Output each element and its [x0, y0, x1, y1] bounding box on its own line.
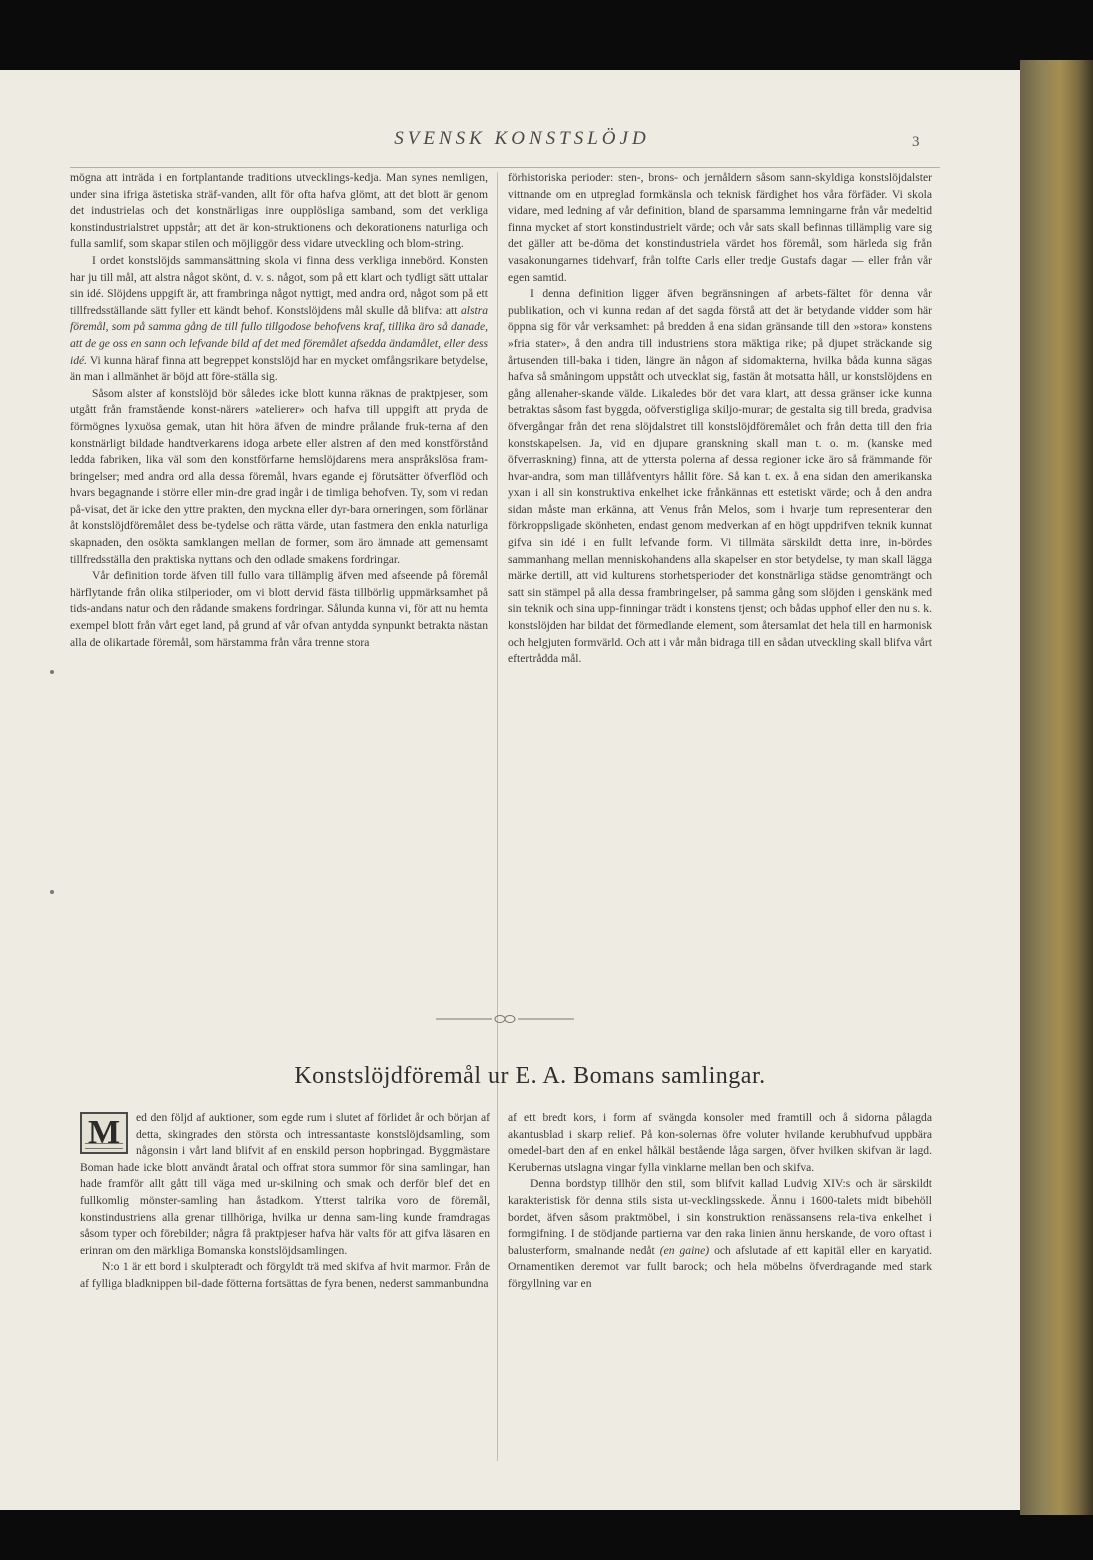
book-edge — [1020, 60, 1093, 1515]
header-rule — [70, 167, 940, 168]
drop-cap: M — [80, 1112, 128, 1154]
paragraph-text: I ordet konstslöjds sammansättning skola vi finna dess verkliga innebörd. Konsten har ju till mål, att alstra något skönt, d. v. s. något, som på ett klart och tydligt sätt uttalar sin idé. Slöjdens uppgift är, att frambringa något nyttigt, med andra ord, något som på ett tillfredsställande sätt fyller ett kändt behof. Konstslöjdens mål skulle då blifva: att — [70, 253, 488, 317]
paragraph: I denna definition ligger äfven begränsningen af arbets-fältet för denna vår publikation, och vi kunna redan af det sagda förstå att det är betydande vidder som här öppna sig för vår verksamhet: på bredden å ena sidan gränsande till den »stora» konstens »fria stater», å den andra till industriens stora mäktiga rike; på djupet sträckande sig årtusenden till-baka i tiden, längre än någon af sidomakterna, hvilka båda kunna sägas hafva så småningom uppstått och utvecklat sig, fastän åt motsatta håll, ur konstslöjdens en gång allenaher-skande välde. Likaledes bör det vara klart, att dessa gränser icke kunna betraktas såsom fast byggda, oöfverstigliga skiljo-murar; de gestalta sig till breda, gradvisa öfvergångar från det rena slöjdalstret till konstslöjdföremålet och från detta till den fria konstskapelsen. Ja, vid en djupare granskning skall man t. o. m. (kanske med öfverraskning) finna, att de yttersta polerna af dessa regioner icke äro så främmande för hvar-andra, som man tillåfventyrs hållit före. Så kan t. ex. å ena sidan den amerikanska yxan i all sin konstruktiva enkelhet icke frånkännas ett estetiskt värde; och å den andra sidan måste man erkänna, att Venus från Melos, som i hvarje tum representerar den förkroppsligade skönheten, endast genom medverkan af en högt uppdrifven teknik kunnat gifva sin idé i en fullt lefvande form. Vi tillmäta särskildt detta inre, in-bördes sammanhang mellan menniskohandens alla skapelser en stor betydelse, ty man skall lägga märke dertill, att vid kulturens storhetsperioder det konstnärliga städse genomträngt och satt sin stämpel på alla dessa frambringelser, på samma gång som slöjden i genskänk med sin teknik och sina upp-finningar trädt i konstens tjenst; och bådas upphof eller den nu s. k. konstslöjden har bildat det förmedlande element, som återsamlat det hela till en harmonisk och helgjuten formvärld. Och att i vår mån bidraga till en sådan utveckling skall blifva vårt eftertrådda mål. — [508, 287, 932, 666]
book-page — [0, 70, 1020, 1510]
italic-definition: alstra föremål, som på samma gång de till fullo tillgodose behofvens kraf, tillika äro så danade, att de ge oss en sann och lefvande bild af det med föremålet afsedda ändamålet, eller dess idé. — [70, 303, 488, 367]
paragraph-text: eller en karyatid. Ornamentiken deremot var fullt barock; och hela möbelns öfverdragande med stark förgyllning var en — [508, 1243, 932, 1290]
page-number: 3 — [912, 134, 920, 150]
section-right-column — [508, 170, 932, 668]
article-left-column — [80, 1110, 490, 1293]
paragraph: af ett bredt kors, i form af svängda konsoler med framtill och å sidorna pålagda akantusblad i skarp relief. På kon-solernas öfre voluter hvilande kerubhufvud uppbära omedel-bart den af en enkel hålkäl bestående låga sargen, öfver hvilken skifvan är lagd. Kerubernas utslagna vingar fylla vinklarne mellan ben och skifva. — [508, 1111, 932, 1174]
paragraph: mögna att inträda i en fortplantande traditions utvecklings-kedja. Man synes nemligen, under sina ifriga ästetiska sträf-vanden, allt för ofta hafva glömt, att det blott är genom det industrielas och det konstnärligas inre oupplösliga samband, som det verkliga konstindustrialstret uppstår; att det är kon-struktionens och dekorationens naturliga och fulla samlif, som skapar stilen och möjliggör dess vidare utveckling och blom-string. — [70, 171, 488, 251]
page-header — [0, 128, 1020, 168]
section-left-column — [70, 170, 488, 651]
running-title: SVENSK KONSTSLÖJD — [394, 128, 650, 149]
paragraph: Såsom alster af konstslöjd bör således icke blott kunna räknas de praktpjeser, som utgått från framstående konst-närers »atelierer» och hafva till uppgift att pryda de förmögnes lyxuösa gemak, utan hit höra äfven de mindre prålande fruk-terna af den konstnärligt bildade handtverkarens idoga arbete eller alstren af den med konstförstånd ledda fabriken, lika väl som den konstförfarne hemslöjdarens mera anspråkslösa fram-bringelser; med andra ord alla dessa föremål, hvars egande ej förutsätter öfverflöd och hvars begagnande i större eller min-dre grad ingår i de timliga behofven. Ty, som vi redan på-visat, det är icke den yttre prakten, den myckna eller dyr-bara orneringen, som förlänar åt konstslöjdföremålet dess be-tydelse och rätta värde, utan fastmera den enkla naturliga skapnaden, den osökta samklangen mellan de former, som äro ämnade att gemensamt tillfredsställa den praktiska nyttans och den odlade smakens fordringar. — [70, 386, 488, 566]
paragraph: förhistoriska perioder: sten-, brons- och jernåldern såsom sann-skyldiga konstslöjdalster vittnande om en utpreglad formkänsla och teknisk färdighet hos våra förfäder. Vi skola vidare, med ledning af vår definition, bland de sparsamma lemningarne från vår medeltid finna mycket af stort konstindustrielt värde; och vår sats skall befinnas tillämplig vare sig det gäller att be-döma det konstindustriela värdet hos föremål, som härleda sig från vasakonungarnes tidehvarf, från tolfte Carls eller tredje Gustafs dagar — eller från vår egen samtid. — [508, 171, 932, 284]
article-title: Konstslöjdföremål ur E. A. Bomans samlingar. — [294, 1063, 766, 1089]
paragraph: Vår definition torde äfven till fullo vara tillämplig äfven med afseende på föremål härflytande från olika stilperioder, om vi blott dervid fästa tillbörlig uppmärksamhet på tids-andans natur och den rådande smakens fordringar. Sålunda kunna vi, för att nu hemta exempel blott från vårt eget land, på grund af vår ofvan antydda synpunkt betrakta nästan alla de olikartade föremål, som härstamma från våra trenne stora — [70, 569, 488, 649]
column-divider — [497, 172, 498, 1275]
margin-mark — [50, 670, 54, 674]
column-divider — [497, 1116, 498, 1461]
paragraph — [508, 1176, 932, 1292]
section-ornament — [436, 1012, 574, 1026]
italic-term: (en gaine) — [659, 1243, 710, 1257]
paragraph — [80, 1110, 490, 1259]
paragraph-text: ed den följd af auktioner, som egde rum i slutet af förlidet år och början af detta, skingrades den största och intressantaste konstslöjdsamling, som någonsin i vårt land blifvit af en enskild person hopbringad. Byggmästare Boman hade icke blott användt åratal och offrat stora summor för sina samlingar, han hade framför allt gått till väga med ur-skilning och smak och derför blef det en fullkomlig mönster-samling han åstadkom. Ytterst talrika voro de föremål, konstindustriens alla grenar tillhöriga, hvilka ur denna sam-ling kunde framdragas såsom typer och förebilder; några få praktpjeser hafva här valts för att gifva läsaren en erinran om den märkliga Bomanska konstslöjdsamlingen. — [80, 1111, 490, 1257]
paragraph — [70, 253, 488, 386]
margin-mark — [50, 890, 54, 894]
paragraph-text: Vi kunna häraf finna att begreppet konstslöjd har en mycket omfångsrikare betydelse, än man i allmänhet är böjd att före-ställa sig. — [70, 353, 488, 384]
paragraph: N:o 1 är ett bord i skulpteradt och förgyldt trä med skifva af hvit marmor. Från de af fylliga bladknippen bil-dade fötterna fortsättas de fyra benen, nederst sammanbundna — [80, 1260, 490, 1290]
article-right-column — [508, 1110, 932, 1293]
paragraph-text: och afslutade af ett kapitäl — [714, 1243, 845, 1257]
paragraph-text: Denna bordstyp tillhör den stil, som blifvit kallad Ludvig XIV:s och är särskildt karakteristisk för denna stils sista ut-vecklingsskede. Ännu i 1600-talets midt bibehöll bordet, äfven såsom praktmöbel, i sin konstruktion renässansens rela-tiva enkelhet i formgifning. I de stödjande partierna var den raka linien ännu herskande, de voro oftast i balusterform, smalnande nedåt — [508, 1177, 932, 1257]
